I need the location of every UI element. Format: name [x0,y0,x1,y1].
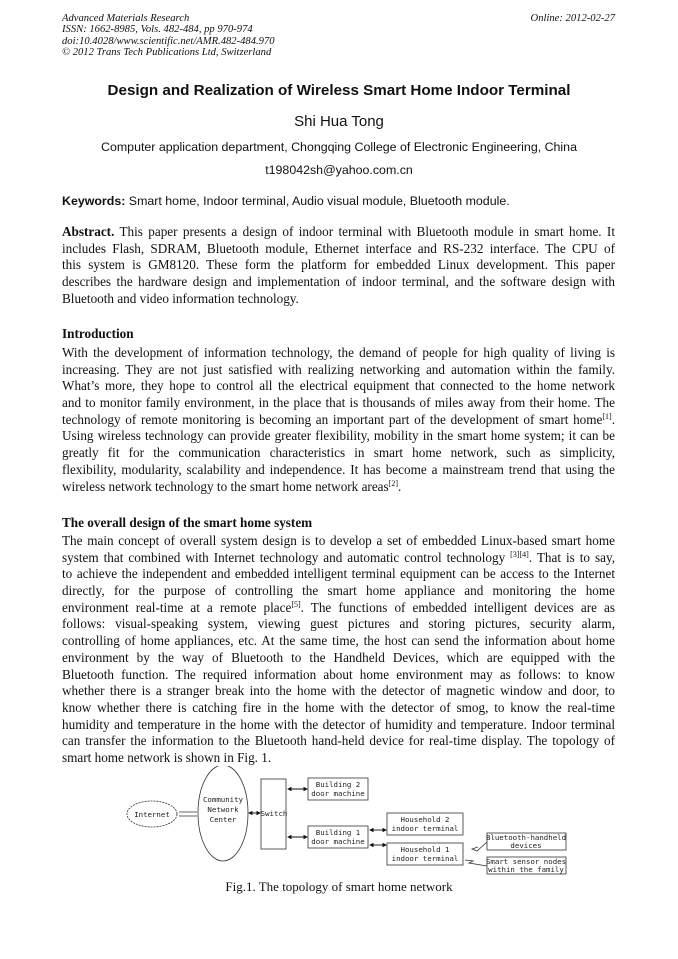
text-line: controlling of home appliances, etc. At the same time, the host can send the information about home [62,633,615,649]
text-line: environment by the way of Bluetooth to the Handheld Devices, which are equipped with the [62,649,615,665]
text-line: and to monitor family environment, in the place that is thousands of miles away from their home. The [62,395,615,411]
email: t198042sh@yahoo.com.cn [265,163,413,177]
abstract-label: Abstract. [62,224,115,239]
section-heading: Introduction [62,326,134,341]
citation-ref: [3][4] [510,549,529,559]
center-label: Network [207,805,239,814]
text-line: Abstract. This paper presents a design of indoor terminal with Bluetooth module in smart home. It [62,224,615,239]
building2-label: door machine [311,789,365,798]
topology-figure [120,766,600,878]
journal-header [62,13,275,59]
household2-label: Household 2 [400,815,450,824]
citation-ref: [2] [388,478,398,488]
citation-ref: [1] [602,411,612,421]
text-line: smart home network is shown in Fig. 1. [62,749,272,765]
text-line: technology of remote monitoring is becoming an important part of the development of smart home[1]. [62,411,615,427]
building1-label: door machine [311,837,365,846]
copyright: © 2012 Trans Tech Publications Ltd, Switzerland [62,47,272,59]
text-line: Bluetooth and video information technology. [62,290,299,306]
text-line: includes Flash, SDRAM, Bluetooth module, Ethernet interface and RS-232 interface. The CPU of [62,240,615,256]
section-heading: The overall design of the smart home system [62,515,313,530]
text-line: wireless network technology to the smart home network areas[2]. [62,478,402,494]
figure-caption: Fig.1. The topology of smart home network [225,879,453,894]
text-line: increasing. They are not just satisfied with realizing networking and automation within the family. [62,361,615,377]
keywords [62,194,510,208]
keywords-label: Keywords: [62,194,126,208]
internet-label: Internet [134,810,170,819]
household1-label: Household 1 [400,845,450,854]
household1-label: indoor terminal [391,854,459,863]
text-line: With the development of information technology, the demand of people for high quality of living is [62,345,615,360]
text-line: humidity and temperature in the home with the detector of humidity and temperature. Indoor terminal [62,716,615,732]
center-label: Center [209,815,237,824]
text-line: follows: visual-speaking system, viewing guest pictures and storing pictures, security alarm, [62,616,615,632]
text-line: directly, for the purpose of controlling the smart home appliance and monitoring the home [62,583,615,599]
text-line: system that combined with Internet technology and automatic control technology [3][4]. That is to say, [62,549,615,565]
text-line: Using wireless technology can provide greater flexibility, mobility in the smart home system; it can be [62,428,615,444]
bluetooth-label: devices [510,841,542,850]
building2-label: Building 2 [315,780,361,789]
text-line: greatly fit for the communication characteristics in smart home network, such as simplicity, [62,445,615,461]
introduction-body [62,345,615,495]
text-line: know whether there is catching fire in the home with the detector of smog, to know the real-time [62,699,615,715]
text-line: flexibility, modularity, scalability and independence. It has become a mainstream trend that using the [62,461,615,477]
text-line: to achieve the independent and embedded intelligent terminal equipment can be access to the Internet [62,566,615,582]
center-label: Community [202,795,244,804]
text-line: Bluetooth function. The required information about home environment may as follows: to know [62,666,615,682]
paper-title: Design and Realization of Wireless Smart Home Indoor Terminal [107,82,571,99]
citation-ref: [5] [291,599,301,609]
issn: ISSN: 1662-8985, Vols. 482-484, pp 970-974 [62,24,253,36]
text-line: describes the hardware design and implementation of indoor terminal, and the software design with [62,274,615,290]
overall-design-body [62,533,615,767]
keywords-text: Smart home, Indoor terminal, Audio visual module, Bluetooth module. [125,194,510,208]
household2-label: indoor terminal [391,824,459,833]
affiliation: Computer application department, Chongqing College of Electronic Engineering, China [101,140,577,154]
online-date: Online: 2012-02-27 [530,13,615,24]
journal-name: Advanced Materials Research [62,13,190,24]
author: Shi Hua Tong [294,113,384,130]
text-line: can transfer the information to the Bluetooth hand-held device for real-time display. The topology of [62,733,615,749]
sensor-label: Smart sensor nodes [485,857,567,866]
text-line: environment real-time at a remote place[5]. The functions of embedded intelligent devices are as [62,599,616,615]
doi: doi:10.4028/www.scientific.net/AMR.482-484.970 [62,35,275,47]
sensor-label: within the family [488,865,564,874]
text-line: whether there is a stranger break into the home with the detector of magnetic window and door, to [62,683,615,699]
abstract [62,224,615,307]
switch-label: Switch [260,809,288,818]
text-line: What’s more, they hope to control all the electrical equipment that connected to the home network [62,378,615,394]
text-line: this system is GM8120. These form the platform for embedded Linux development. This paper [62,257,615,273]
building1-label: Building 1 [315,828,361,837]
text-line: The main concept of overall system design is to develop a set of embedded Linux-based smart home [62,533,615,548]
bluetooth-label: Bluetooth-handheld [485,833,567,842]
